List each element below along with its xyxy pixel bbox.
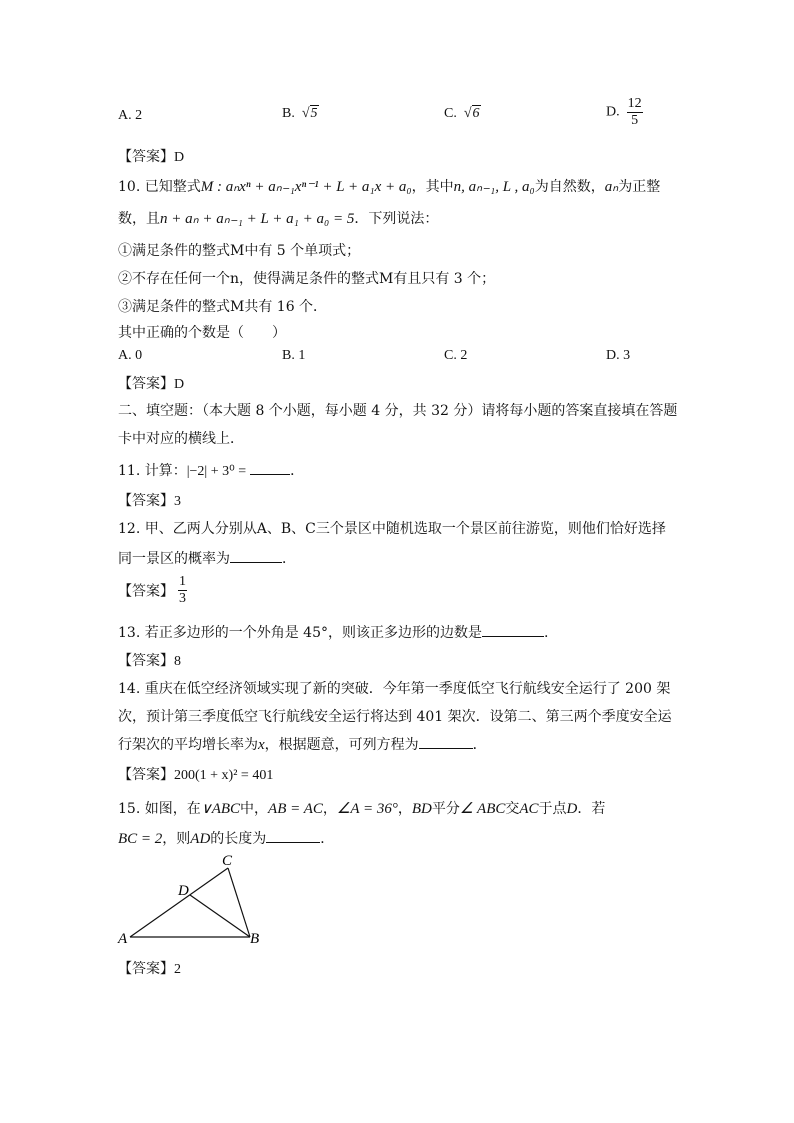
text: 为正整 (618, 179, 661, 195)
q12-line1: 12. 甲、乙两人分别从A、B、C三个景区中随机选取一个景区前往游览，则他们恰好选择 (118, 521, 666, 537)
q10-variables: n, aₙ₋₁, L , a₀ (453, 179, 535, 195)
answer-value: 2 (174, 962, 181, 977)
q10-expression: M : aₙxⁿ + aₙ₋₁xⁿ⁻¹ + L + a₁x + a₀ (200, 179, 412, 195)
q10-line1 (118, 176, 660, 196)
q9-option-b (282, 106, 319, 122)
answer-tag: 【答案】 (118, 767, 174, 783)
option-label: A. (118, 348, 132, 363)
option-label: D. (606, 348, 620, 363)
segment: AD (190, 831, 211, 847)
q10-question: 其中正确的个数是（ ） (118, 325, 286, 341)
option-value: 3 (623, 348, 631, 363)
q11-prefix: 11. 计算： (118, 463, 187, 479)
q10-answer (118, 373, 184, 393)
denominator: 5 (631, 113, 639, 128)
answer-value: 200(1 + x)² = 401 (174, 768, 274, 783)
text: 同一景区的概率为 (118, 551, 230, 567)
answer-tag: 【答案】 (118, 376, 174, 392)
text: 于点 (538, 801, 567, 817)
answer-blank (230, 548, 282, 563)
answer-tag: 【答案】 (118, 653, 174, 669)
angle: ∠ ABC (459, 801, 506, 817)
q11-line (118, 460, 304, 480)
radicand: 5 (310, 106, 318, 121)
q11-expression: |−2| + 3⁰ = (186, 464, 247, 479)
variable: x (258, 737, 265, 753)
fraction (627, 96, 643, 129)
triangle-figure (110, 850, 270, 950)
text: 15. 如图，在 (118, 801, 201, 817)
q12-answer (118, 574, 187, 607)
q10-statement-2: ②不存在任何一个n，使得满足条件的整式M有且只有 3 个； (118, 271, 496, 287)
q10-an: aₙ (604, 179, 619, 195)
option-label: C. (444, 106, 457, 121)
text: ． (290, 463, 305, 479)
radicand: 6 (472, 106, 480, 121)
q10-option-c (444, 348, 467, 364)
section-heading-line1: 二、填空题：（本大题 8 个小题，每小题 4 分，共 32 分）请将每小题的答案直接填在答题 (118, 403, 678, 419)
segment: AC (519, 801, 539, 817)
text: 交 (505, 801, 520, 817)
text: ． (472, 737, 487, 753)
q14-line2: 次，预计第三季度低空飞行航线安全运行将达到 401 架次．设第二、第三两个季度安全运 (118, 709, 672, 725)
segment-bd (190, 895, 250, 937)
q10-statement-1: ①满足条件的整式M中有 5 个单项式； (118, 243, 361, 259)
answer-tag: 【答案】 (118, 493, 174, 509)
denominator: 3 (179, 591, 186, 606)
label-d: D (178, 883, 189, 899)
q9-option-a (118, 108, 142, 124)
text: ．下列说法： (354, 211, 439, 227)
point: D (566, 801, 578, 817)
equation: BC = 2 (118, 831, 163, 847)
q14-line3 (118, 734, 487, 754)
q13-answer (118, 650, 181, 670)
option-value: 2 (135, 108, 143, 123)
answer-tag: 【答案】 (118, 583, 174, 600)
q15-line1 (118, 798, 605, 818)
q9-option-d (606, 96, 643, 129)
text: 平分 (431, 801, 460, 817)
answer-blank (266, 828, 320, 843)
answer-tag: 【答案】 (118, 149, 174, 165)
option-label: B. (282, 106, 295, 121)
q10-line2 (118, 208, 438, 228)
text: 13. 若正多边形的一个外角是 45°，则该正多边形的边数是 (118, 625, 482, 641)
numerator: 12 (627, 96, 642, 111)
text: ，根据题意，可列方程为 (264, 737, 419, 753)
equation: ∠A = 36° (336, 801, 398, 817)
text: 行架次的平均增长率为 (118, 737, 258, 753)
option-value: 0 (135, 348, 143, 363)
q10-prefix: 10. 已知整式 (118, 179, 201, 195)
answer-blank (482, 622, 544, 637)
option-label: A. (118, 108, 132, 123)
text: ， (322, 801, 337, 817)
q14-line1: 14. 重庆在低空经济领域实现了新的突破．今年第一季度低空飞行航线安全运行了 200 架 (118, 681, 671, 697)
q9-answer (118, 146, 184, 166)
side-ac (130, 868, 228, 937)
option-value: 1 (298, 348, 306, 363)
side-bc (228, 868, 250, 937)
q12-line2 (118, 548, 296, 568)
q10-option-b (282, 348, 305, 364)
text: ，则 (162, 831, 191, 847)
answer-value: D (174, 377, 185, 392)
q10-condition: n + aₙ + aₙ₋₁ + L + a₁ + a₀ = 5 (160, 211, 355, 227)
answer-tag: 【答案】 (118, 961, 174, 977)
sqrt-expression: √5 (301, 106, 318, 121)
text: 的长度为 (210, 831, 267, 847)
q11-answer (118, 490, 181, 510)
answer-blank (250, 460, 290, 475)
segment: BD (411, 801, 432, 817)
option-value: 2 (460, 348, 468, 363)
q10-statement-3: ③满足条件的整式M共有 16 个． (118, 299, 328, 315)
section-heading-line2: 卡中对应的横线上． (118, 431, 244, 447)
text: ，其中 (411, 179, 454, 195)
triangle-symbol: ∨ABC (200, 801, 241, 817)
q14-answer (118, 764, 273, 784)
q10-option-a (118, 348, 142, 364)
text: ， (397, 801, 412, 817)
text: . (543, 625, 549, 641)
text: 为自然数， (534, 179, 605, 195)
numerator: 1 (179, 574, 186, 589)
q9-option-c (444, 106, 481, 122)
option-label: B. (282, 348, 295, 363)
answer-value: 3 (174, 494, 181, 509)
equation: AB = AC (268, 801, 323, 817)
answer-value: D (174, 150, 185, 165)
text: ． (320, 831, 335, 847)
text: 数，且 (118, 211, 160, 227)
q10-option-d (606, 348, 630, 364)
label-c: C (222, 853, 233, 869)
label-b: B (250, 931, 260, 947)
answer-blank (419, 734, 473, 749)
sqrt-expression: √6 (463, 106, 480, 121)
answer-value: 8 (174, 654, 181, 669)
fraction (178, 574, 187, 607)
option-label: C. (444, 348, 457, 363)
q15-line2 (118, 828, 334, 848)
q15-answer (118, 958, 181, 978)
label-a: A (118, 931, 128, 947)
text: ． (282, 551, 296, 567)
option-label: D. (606, 104, 620, 120)
text: 中， (240, 801, 269, 817)
q13-line (118, 622, 548, 642)
text: ．若 (577, 801, 606, 817)
